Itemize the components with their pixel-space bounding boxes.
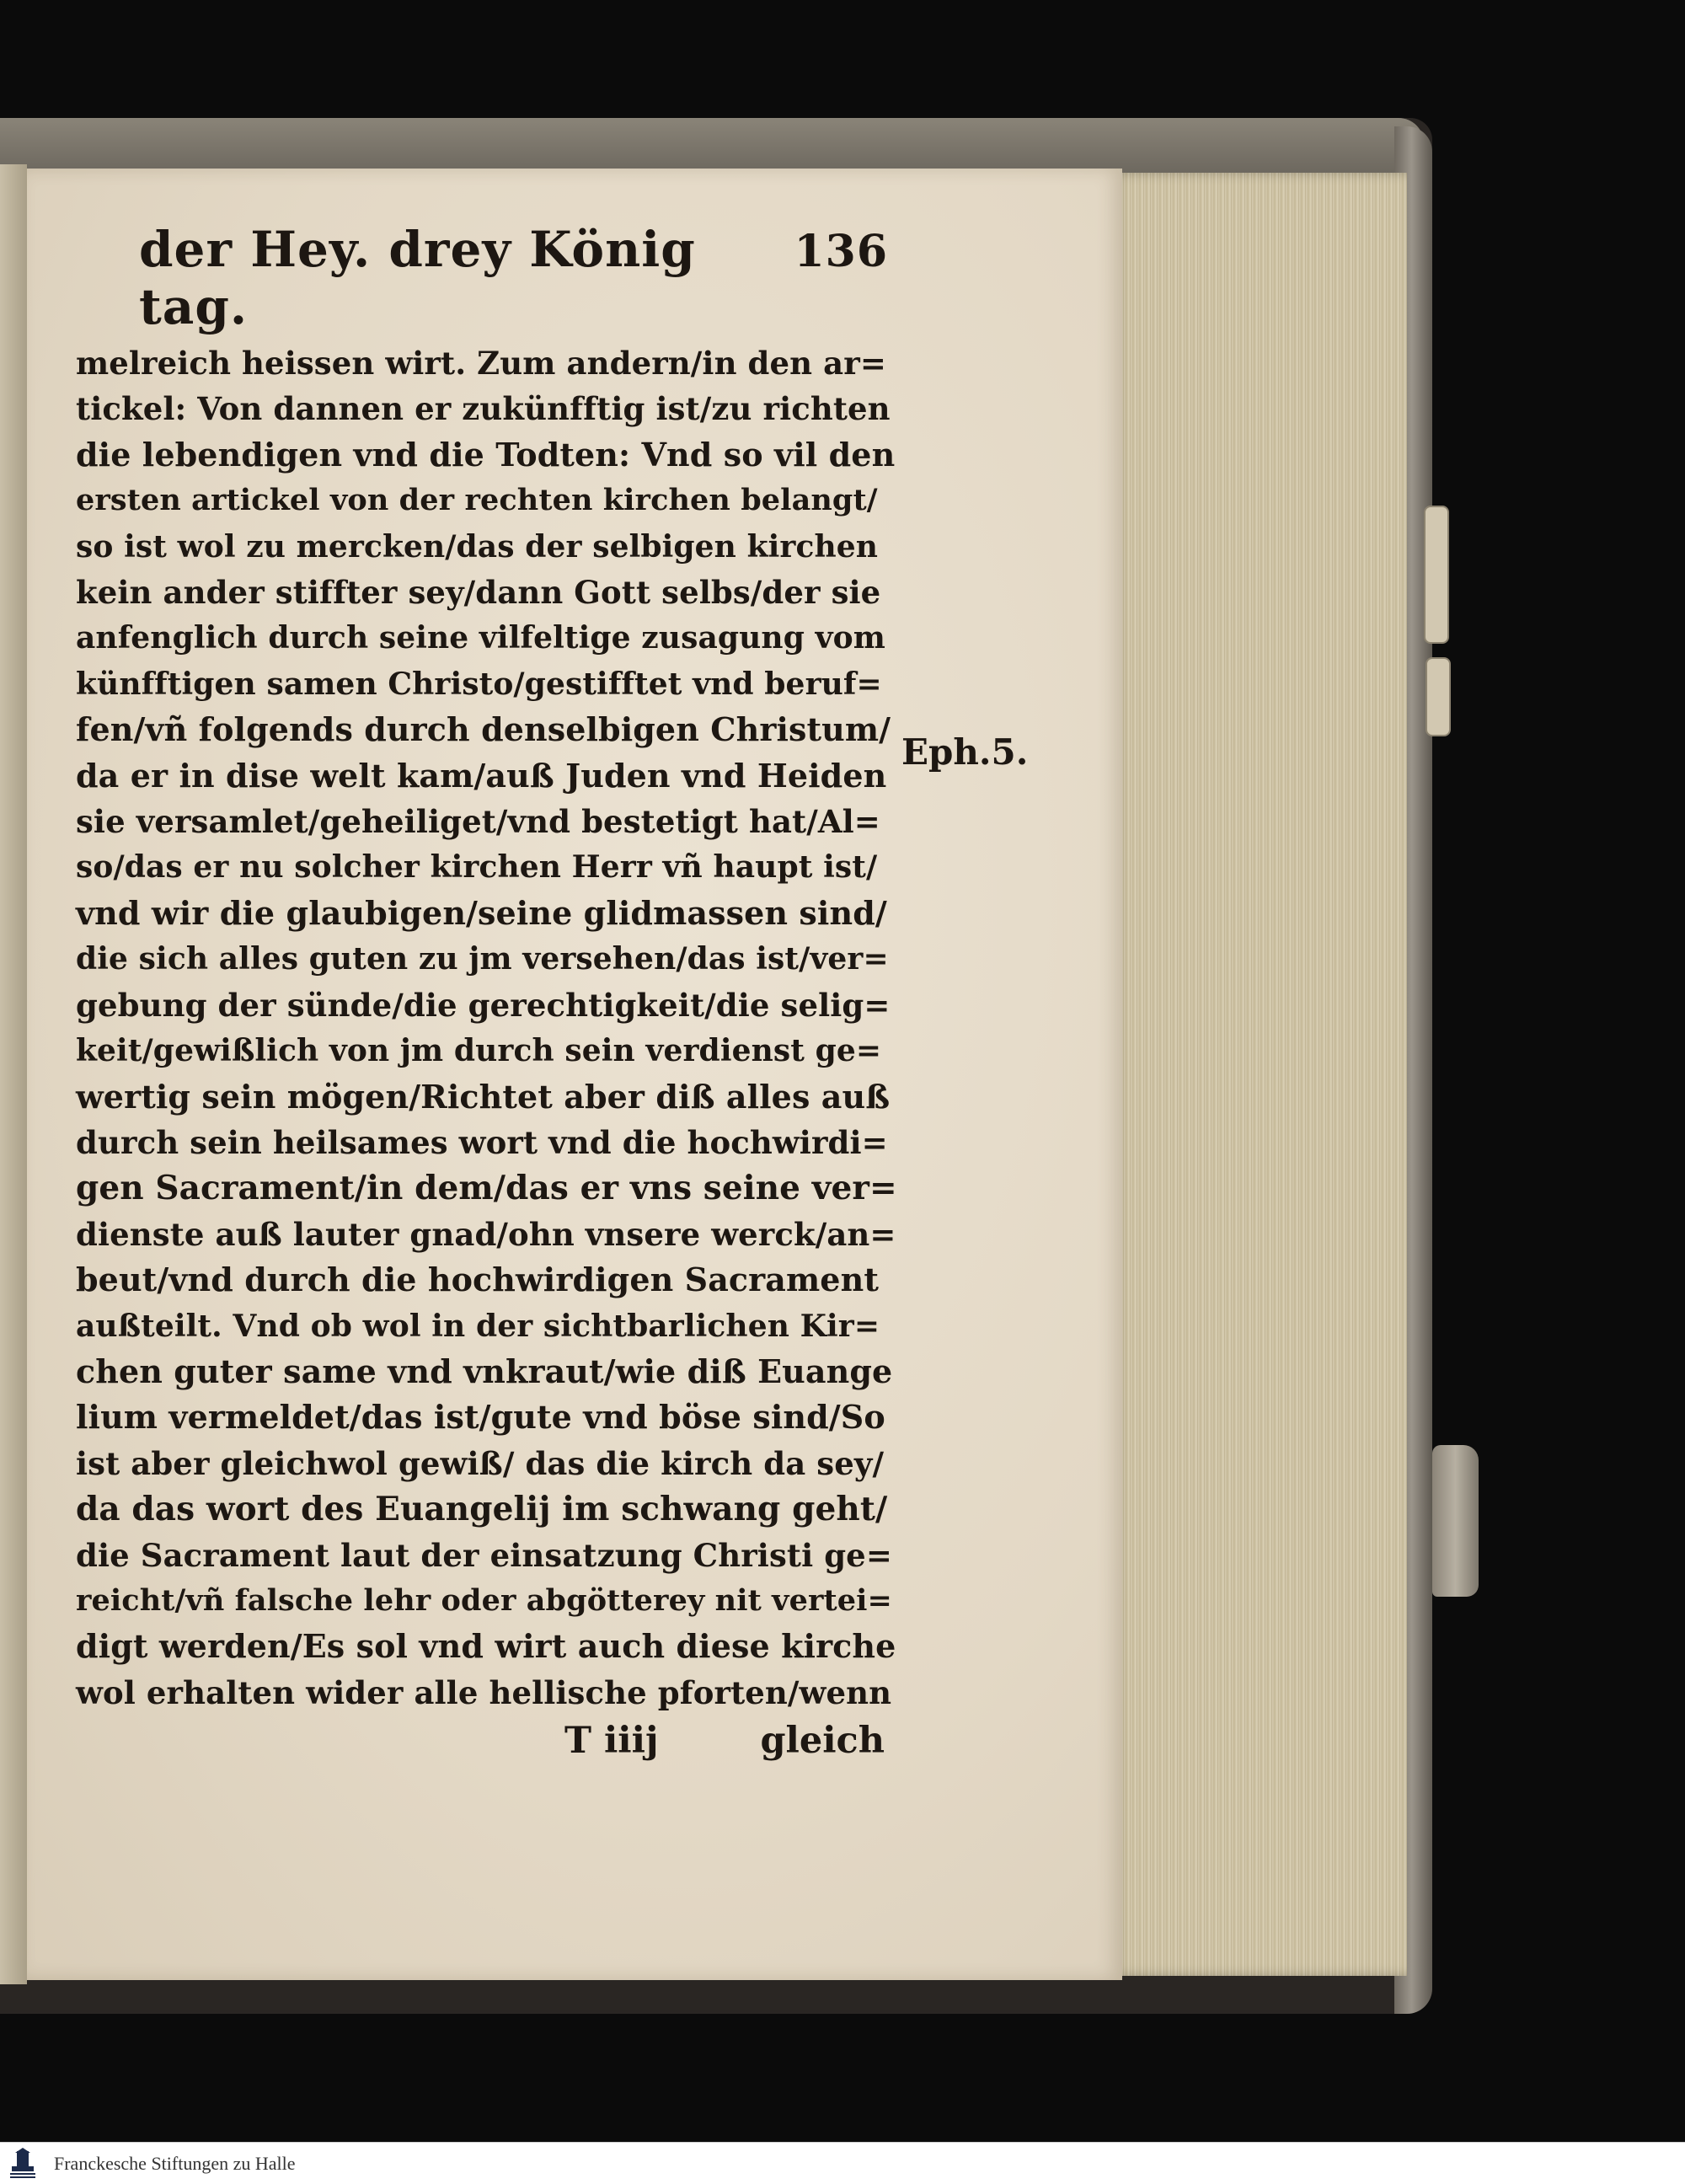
bookmark-tab <box>1424 506 1449 644</box>
text-line: die sich alles guten zu jm versehen/das ist/ver= <box>76 941 889 977</box>
text-line: so/das er nu solcher kirchen Herr vñ haupt ist/ <box>76 849 878 886</box>
text-line: die Sacrament laut der einsatzung Christi ge= <box>76 1536 892 1574</box>
text-line: gebung der sünde/die gerechtigkeit/die selig= <box>76 986 891 1024</box>
text-line: vnd wir die glaubigen/seine glidmassen sind/ <box>76 893 887 932</box>
page-number: 136 <box>794 226 888 277</box>
franckesche-logo-icon <box>5 2146 40 2181</box>
running-header <box>76 221 893 335</box>
text-line: ist aber gleichwol gewiß/ das die kirch da sey/ <box>76 1444 885 1482</box>
text-line: gen Sacrament/in dem/das er vns seine ver= <box>76 1169 897 1208</box>
footer-institution: Franckesche Stiftungen zu Halle <box>54 2152 296 2174</box>
text-line: die lebendigen vnd die Todten: Vnd so vil den <box>76 435 896 474</box>
text-line: fen/vñ folgends durch denselbigen Christum/ <box>76 710 891 749</box>
text-line: wol erhalten wider alle hellische pforten/wenn <box>76 1673 892 1711</box>
page-stack-edges <box>1110 173 1407 1976</box>
text-line: kein ander stiffter sey/dann Gott selbs/der sie <box>76 574 881 612</box>
text-line: so ist wol zu mercken/das der selbigen kirchen <box>76 528 879 565</box>
page-text-block <box>76 221 897 1766</box>
catchword: gleich <box>760 1720 885 1763</box>
text-line: da das wort des Euangelij im schwang geht/ <box>76 1490 888 1529</box>
text-line: lium vermeldet/das ist/gute vnd böse sind/So <box>76 1398 885 1437</box>
text-line: melreich heissen wirt. Zum andern/in den ar= <box>76 345 886 382</box>
text-line: digt werden/Es sol vnd wirt auch diese kirche <box>76 1627 896 1666</box>
torn-spine-fragment <box>1432 1445 1479 1597</box>
text-line: beut/vnd durch die hochwirdigen Sacrament <box>76 1261 879 1299</box>
text-line: anfenglich durch seine vilfeltige zusagung vom <box>76 620 885 656</box>
text-line: dienste auß lauter gnad/ohn vnsere werck/an= <box>76 1215 896 1253</box>
marginal-note: Eph.5. <box>901 731 1029 773</box>
left-page-edge <box>0 164 27 1984</box>
text-line: tickel: Von dannen er zukünfftig ist/zu richten <box>76 390 891 428</box>
text-line: reicht/vñ falsche lehr oder abgötterey nit vertei= <box>76 1582 892 1618</box>
text-line: künfftigen samen Christo/gestifftet vnd beruf= <box>76 666 882 702</box>
text-line: außteilt. Vnd ob wol in der sichtbarlichen Kir= <box>76 1308 880 1344</box>
signature-mark: T iiij <box>564 1720 659 1763</box>
text-line: ersten artickel von der rechten kirchen belangt/ <box>76 483 878 518</box>
text-line: durch sein heilsames wort vnd die hochwirdi= <box>76 1123 888 1161</box>
text-line: chen guter same vnd vnkraut/wie diß Euange <box>76 1352 893 1390</box>
text-line: sie versamlet/geheiliget/vnd bestetigt hat/Al= <box>76 803 880 841</box>
text-line: da er in dise welt kam/auß Juden vnd Heiden <box>76 756 887 795</box>
text-line: wertig sein mögen/Richtet aber diß alles auß <box>76 1077 891 1116</box>
text-lines <box>76 340 897 1716</box>
bookmark-tab <box>1426 657 1451 736</box>
text-line: keit/gewißlich von jm durch sein verdienst ge= <box>76 1033 882 1069</box>
footer-bar <box>0 2142 1685 2184</box>
page-footer-line <box>76 1716 893 1766</box>
running-title: der Hey. drey König tag. <box>139 221 696 335</box>
